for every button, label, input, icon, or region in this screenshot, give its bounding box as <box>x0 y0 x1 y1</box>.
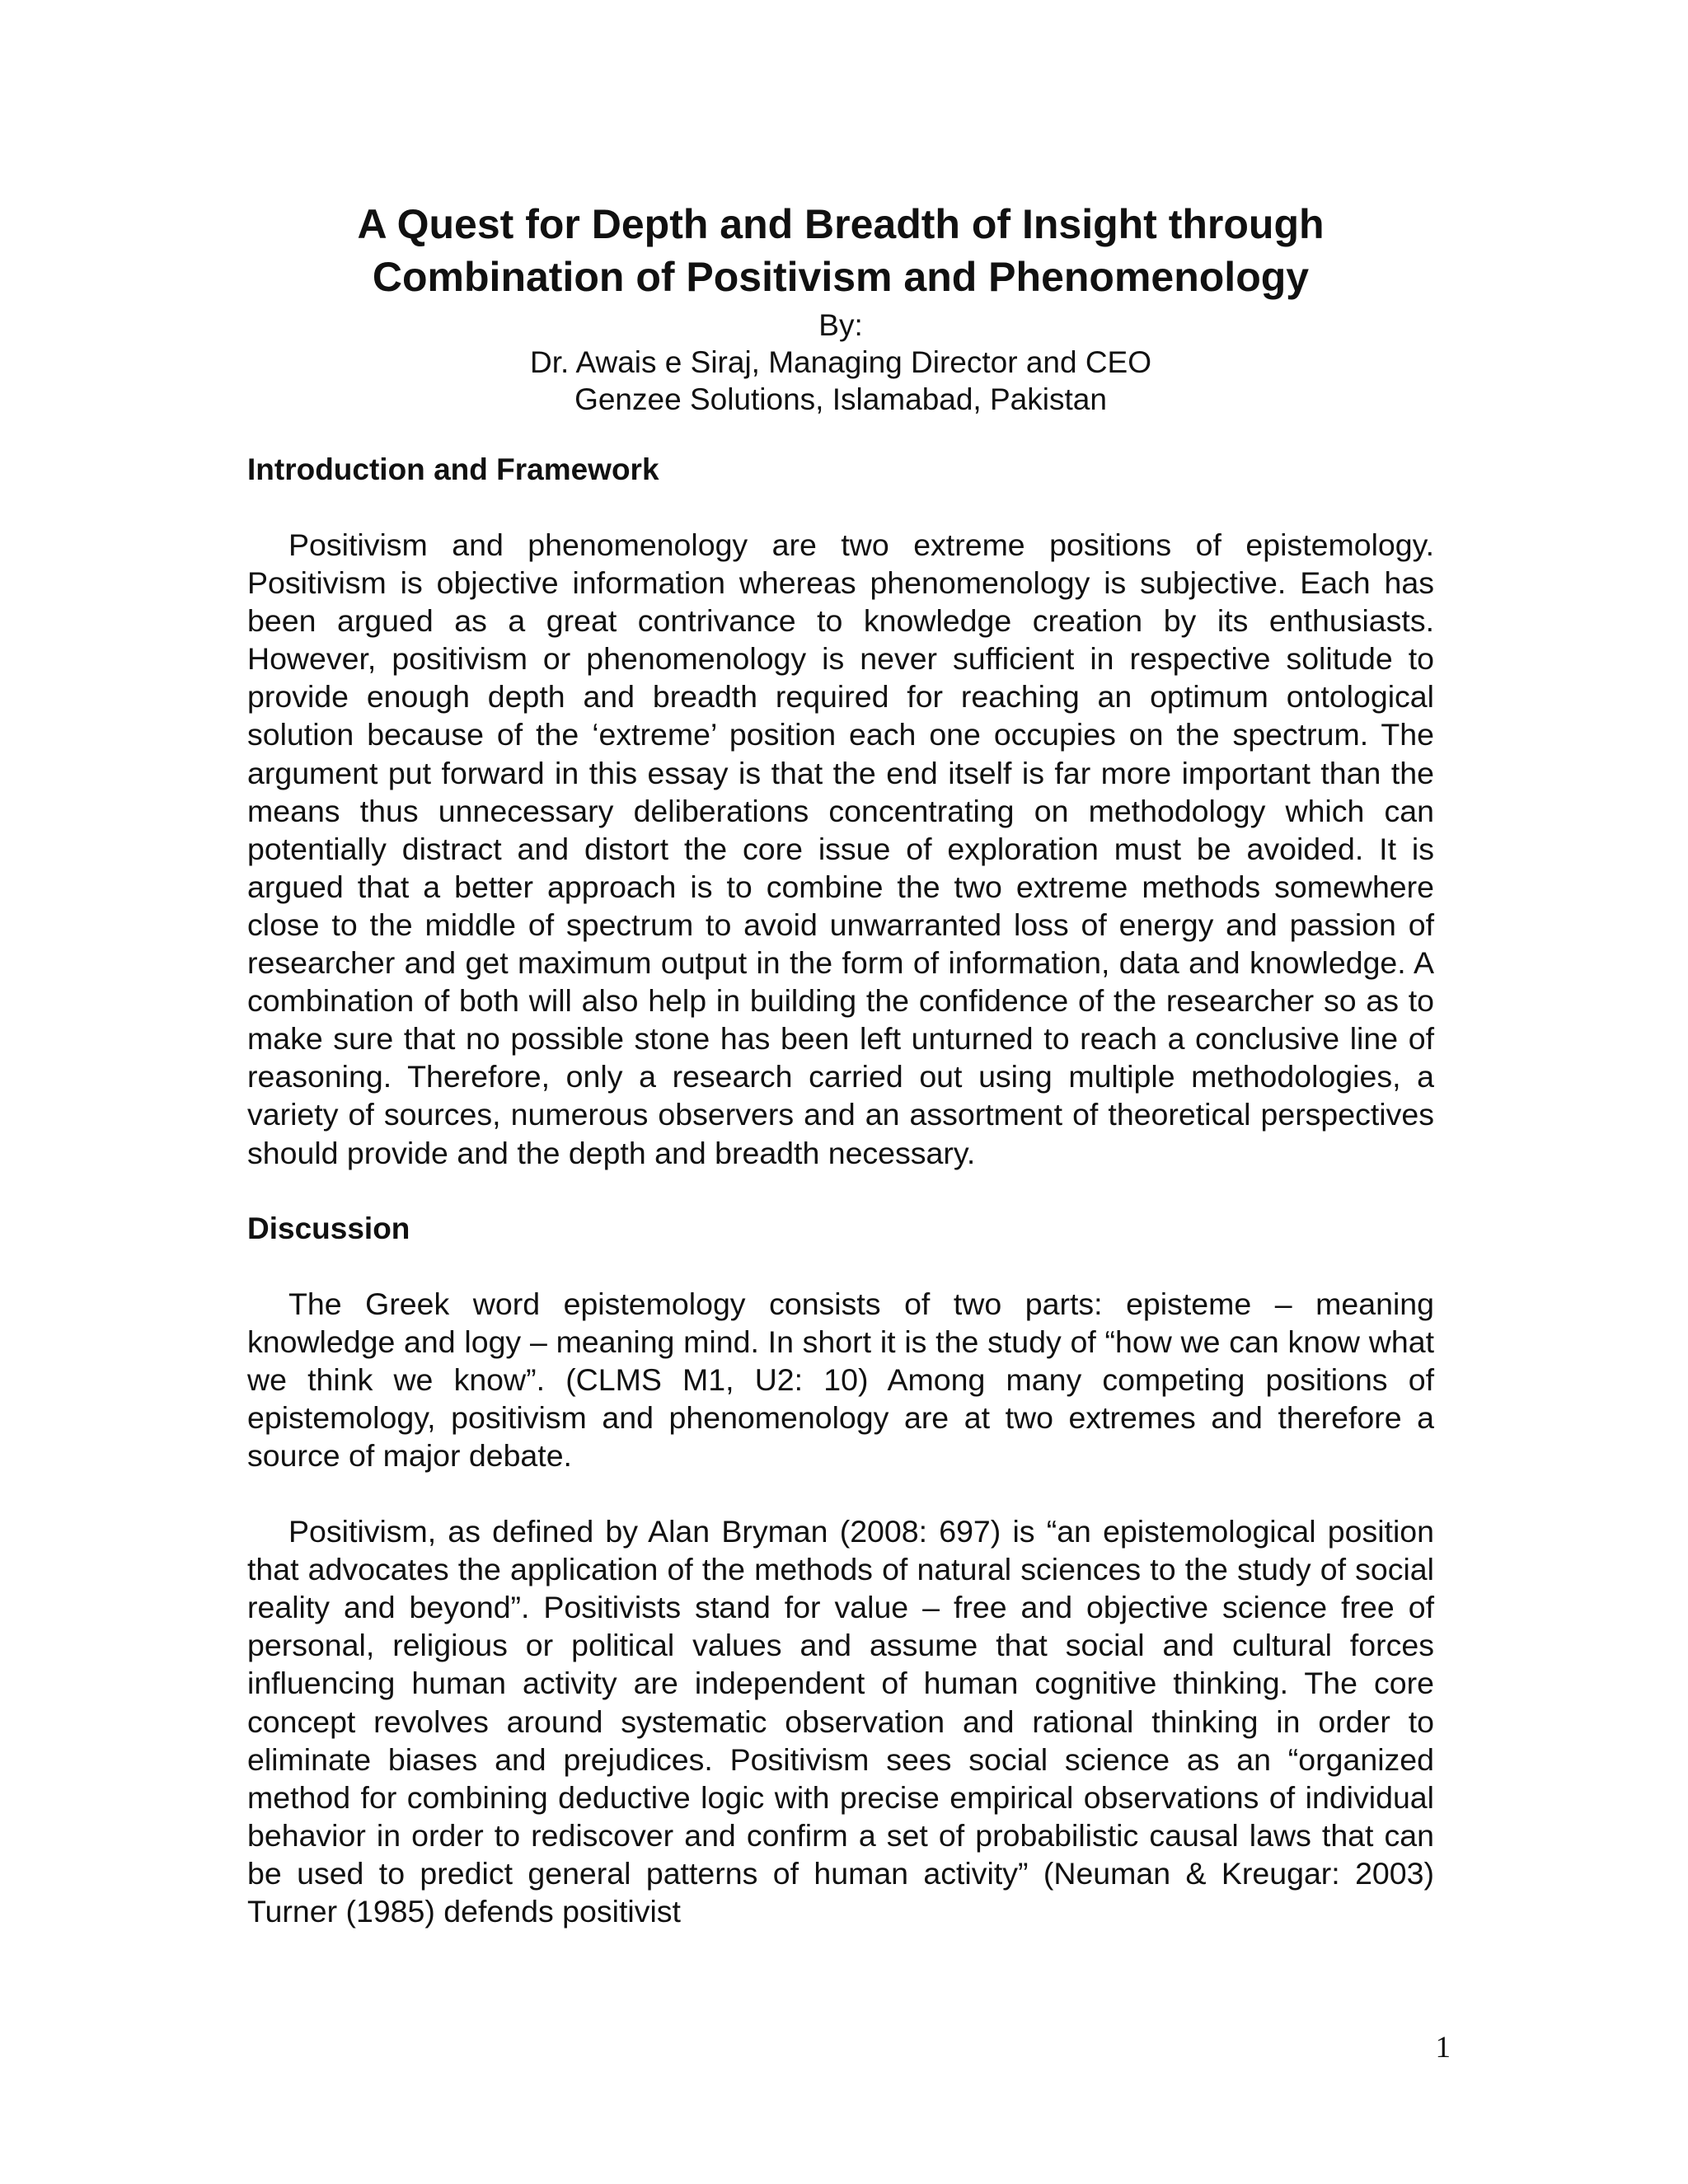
by-label: By: <box>818 308 863 342</box>
title-line-1: A Quest for Depth and Breadth of Insight through <box>357 201 1325 247</box>
document-page <box>247 198 1434 1930</box>
section-heading-discussion: Discussion <box>247 1211 410 1245</box>
paragraph-introduction: Positivism and phenomenology are two extreme positions of epistemology. Positivism is objective information whereas phenomenology is subjective. Each has been argued as a great contrivance to knowledge creation by its enthusiasts. However, positivism or phenomenology is never sufficient in respective solitude to provide enough depth and breadth required for reaching an optimum ontological solution because of the ‘extreme’ position each one occupies on the spectrum. The argument put forward in this essay is that the end itself is far more important than the means thus unnecessary deliberations concentrating on methodology which can potentially distract and distort the core issue of exploration must be avoided. It is argued that a better approach is to combine the two extreme methods somewhere close to the middle of spectrum to avoid unwarranted loss of energy and passion of researcher and get maximum output in the form of information, data and knowledge. A combination of both will also help in building the confidence of the researcher so as to make sure that no possible stone has been left unturned to reach a conclusive line of reasoning. Therefore, only a research carried out using multiple methodologies, a variety of sources, numerous observers and an assortment of theoretical perspectives should provide and the depth and breadth necessary. <box>247 527 1434 1170</box>
author-line: Dr. Awais e Siraj, Managing Director and CEO <box>529 345 1152 379</box>
paragraph-epistemology: The Greek word epistemology consists of two parts: episteme – meaning knowledge and logy – meaning mind. In short it is the study of “how we can know what we think we know”. (CLMS M1, U2: 10) Among many competing positions of epistemology, positivism and phenomenology are at two extremes and therefore a source of major debate. <box>247 1286 1434 1473</box>
title-line-2: Combination of Positivism and Phenomenology <box>372 254 1310 300</box>
document-title <box>247 198 1434 303</box>
page-number: 1 <box>1435 2031 1451 2064</box>
paragraph-positivism: Positivism, as defined by Alan Bryman (2008: 697) is “an epistemological position that advocates the application of the methods of natural sciences to the study of social reality and beyond”. Positivists stand for value – free and objective science free of personal, religious or political values and assume that social and cultural forces influencing human activity are independent of human cognitive thinking. The core concept revolves around systematic observation and rational thinking in order to eliminate biases and prejudices. Positivism sees social science as an “organized method for combining deductive logic with precise empirical observations of individual behavior in order to rediscover and confirm a set of probabilistic causal laws that can be used to predict general patterns of human activity” (Neuman & Kreugar: 2003) Turner (1985) defends positivist <box>247 1514 1434 1929</box>
affiliation-line: Genzee Solutions, Islamabad, Pakistan <box>574 382 1107 416</box>
section-heading-introduction: Introduction and Framework <box>247 452 659 486</box>
